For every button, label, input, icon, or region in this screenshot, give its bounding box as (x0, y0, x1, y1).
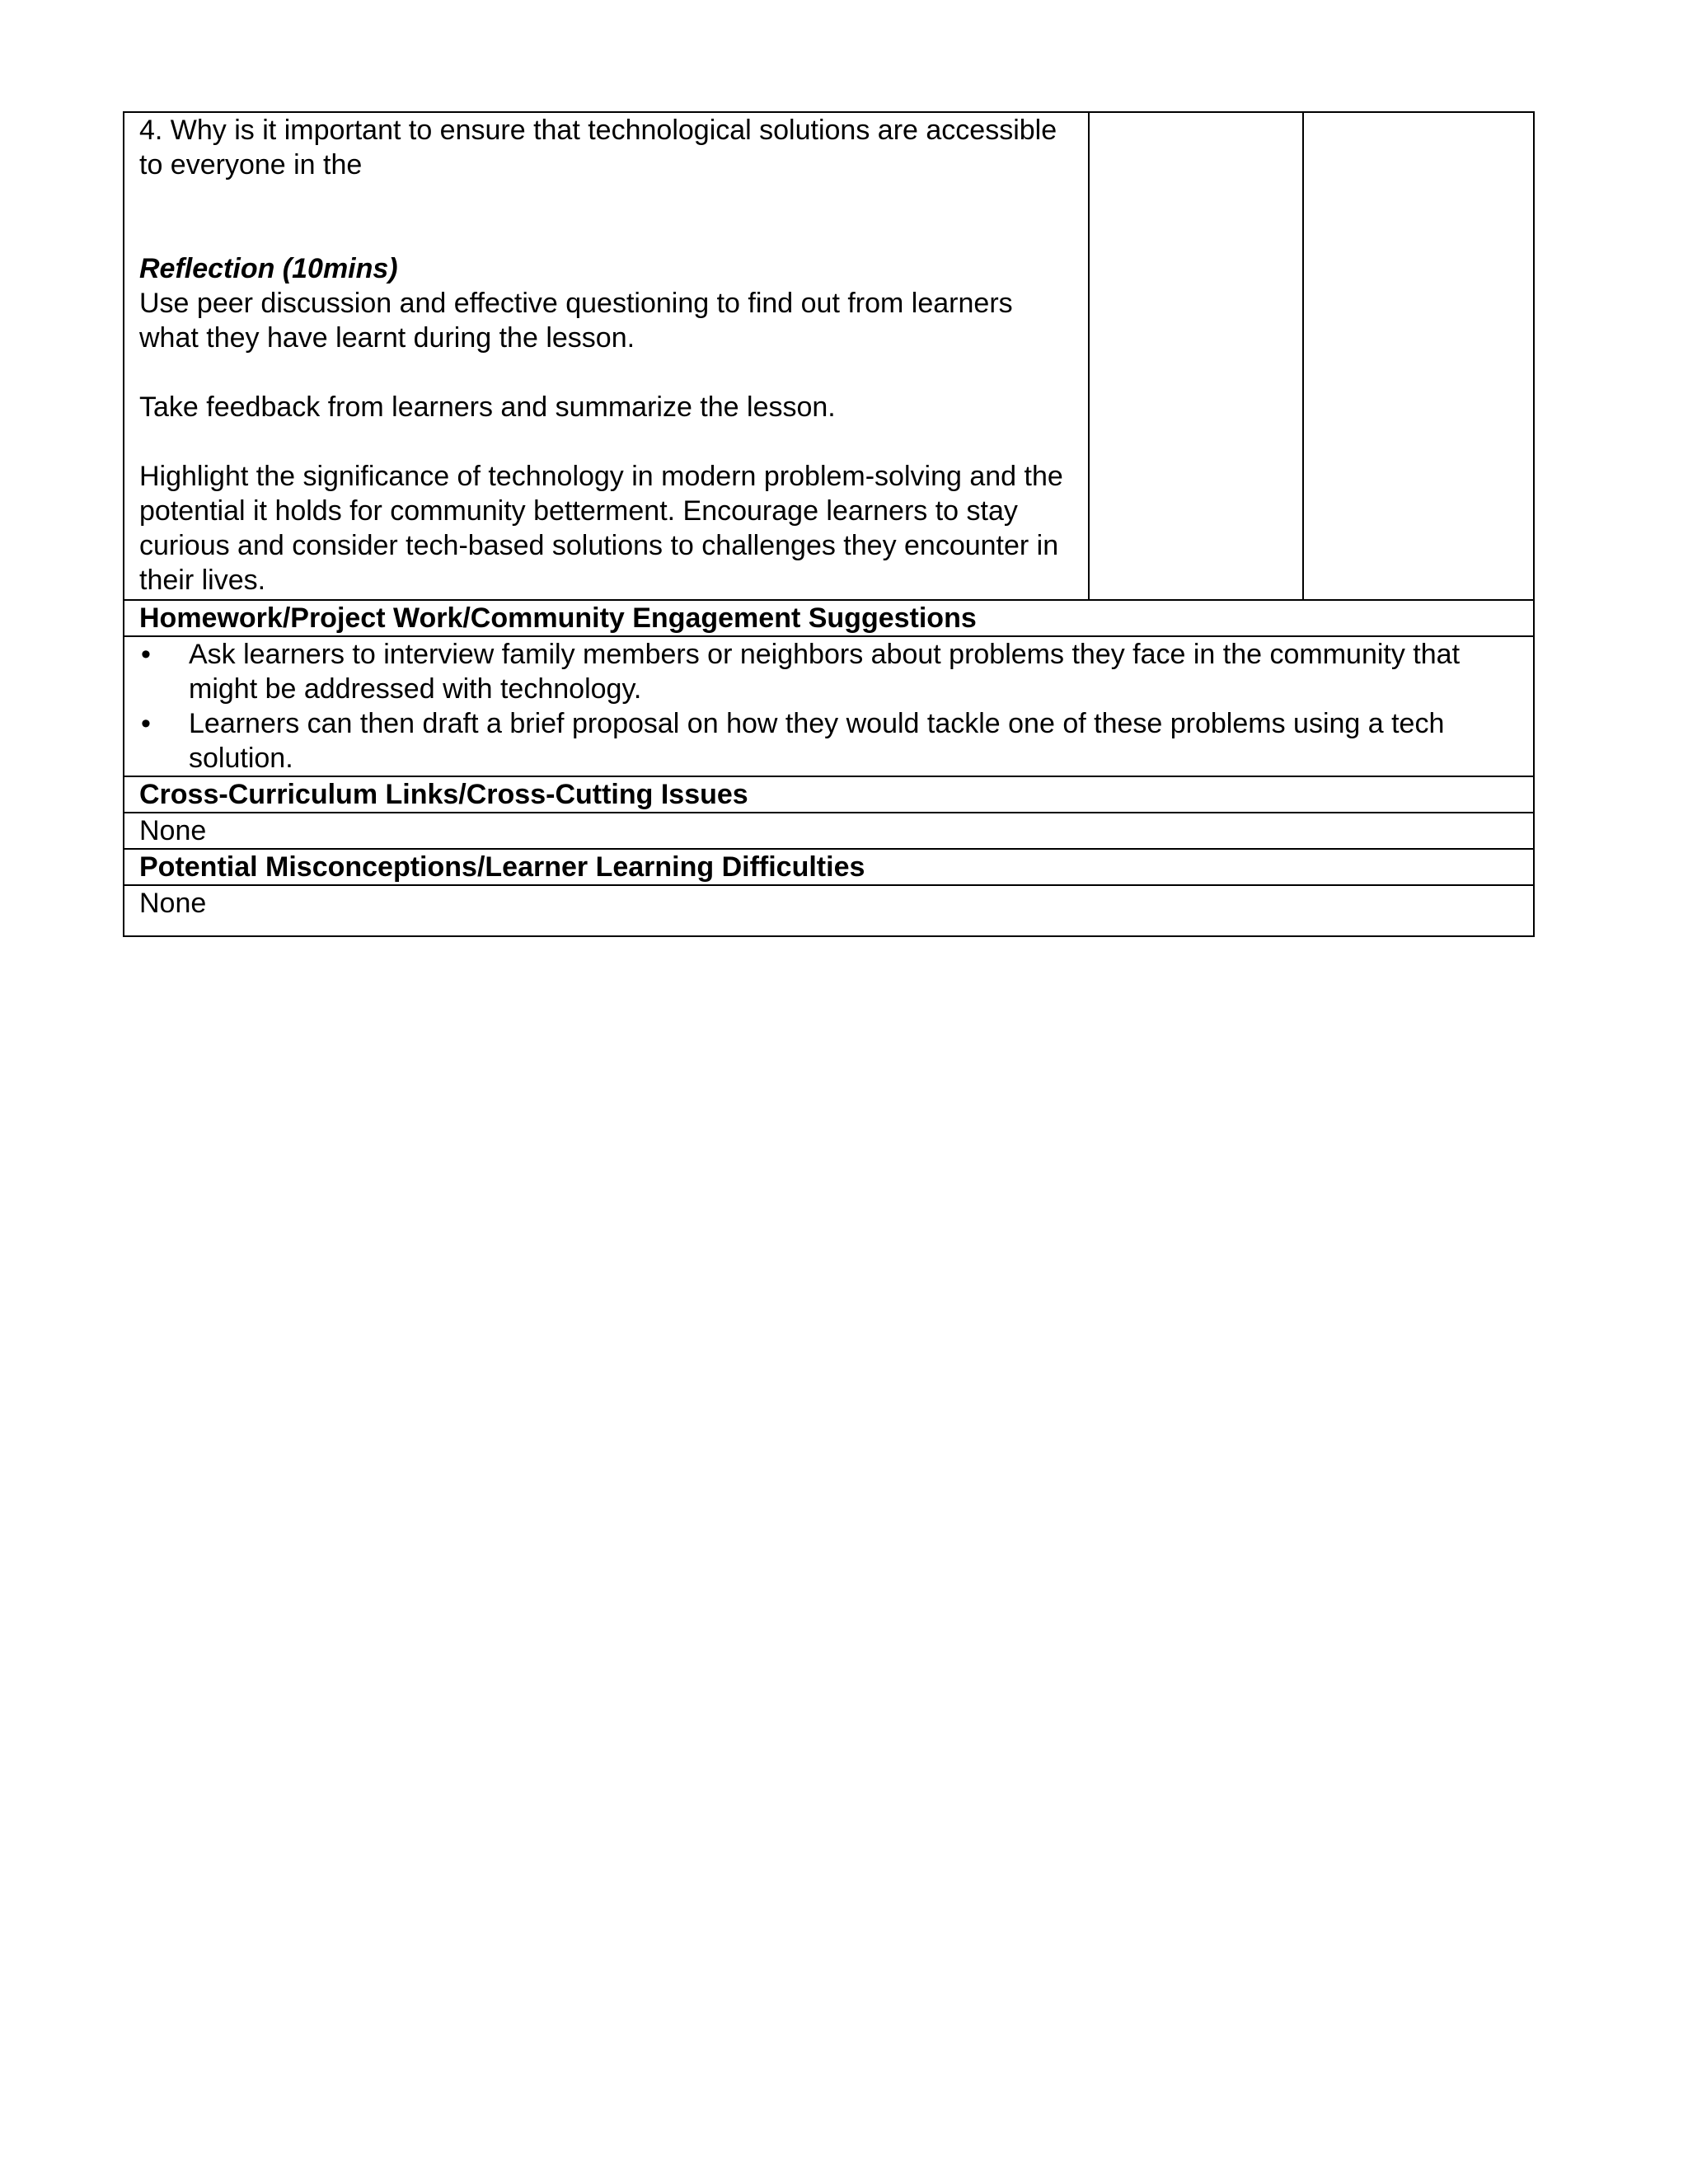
cross-curriculum-value: None (124, 813, 1534, 849)
feedback-text: Take feedback from learners and summarize the lesson. (139, 391, 836, 423)
homework-item-text: Learners can then draft a brief proposal on how they would tackle one of these problems using a tech solution. (189, 708, 1445, 774)
misconceptions-value: None (124, 885, 1534, 936)
question-text: 4. Why is it important to ensure that technological solutions are accessible to everyone in the (139, 115, 1057, 180)
notes-cell (1303, 112, 1534, 600)
homework-list (139, 637, 1518, 776)
bullet-icon: • (141, 708, 151, 739)
misconceptions-heading: Potential Misconceptions/Learner Learning Difficulties (124, 849, 1534, 885)
homework-content-cell (124, 636, 1534, 776)
lesson-activity-row (124, 112, 1534, 600)
bullet-icon: • (141, 639, 151, 670)
lesson-plan-table (123, 111, 1535, 937)
cross-curriculum-value-row (124, 813, 1534, 849)
list-item (141, 706, 1518, 776)
resources-cell (1089, 112, 1303, 600)
cross-curriculum-heading-row (124, 776, 1534, 813)
homework-heading-row (124, 600, 1534, 636)
reflection-heading: Reflection (10mins) (139, 253, 398, 284)
homework-heading: Homework/Project Work/Community Engagement Suggestions (124, 600, 1534, 636)
reflection-text: Use peer discussion and effective questioning to find out from learners what they have learnt during the lesson. (139, 288, 1013, 354)
homework-content-row (124, 636, 1534, 776)
misconceptions-heading-row (124, 849, 1534, 885)
list-item (141, 637, 1518, 706)
misconceptions-value-row (124, 885, 1534, 936)
cross-curriculum-heading: Cross-Curriculum Links/Cross-Cutting Issues (124, 776, 1534, 813)
learner-activities-cell (124, 112, 1089, 600)
homework-item-text: Ask learners to interview family members or neighbors about problems they face in the community that might be addressed with technology. (189, 639, 1461, 705)
highlight-text: Highlight the significance of technology in modern problem-solving and the potential it holds for community betterment. Encourage learners to stay curious and consider tech-based solutions to challenges they encounter in their lives. (139, 461, 1063, 596)
